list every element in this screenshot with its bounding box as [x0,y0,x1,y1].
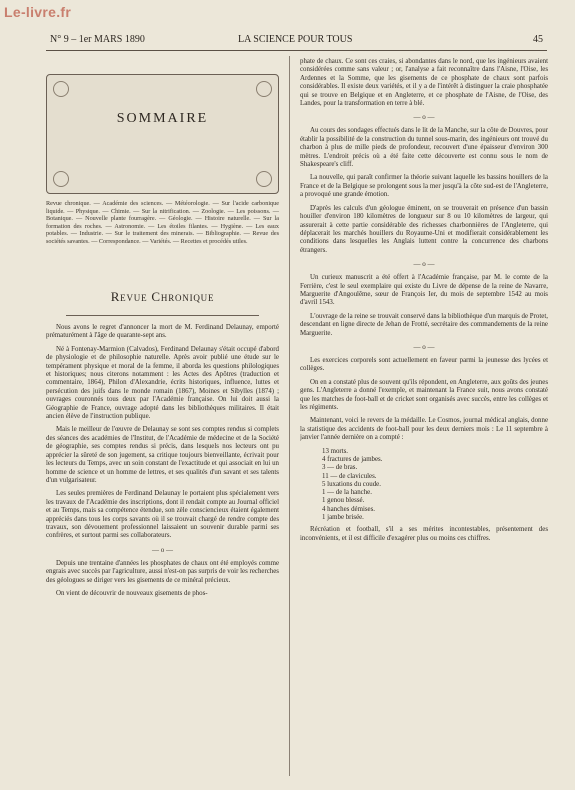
paragraph: Un curieux manuscrit a été offert à l'Académie française, par M. le comte de la Ferrière, c'est le seul exemplaire qui existe du Livre de dépense de la reine de Navarre, Marguerite d'Angoulême, sœur de François Ier, du mois de septembre 1542 au mois d'avril 1543. [300,274,548,307]
accident-list [322,448,548,523]
paragraph: Né à Fontenay-Marmion (Calvados), Ferdinand Delaunay s'était occupé d'abord de physiologie et de philosophie naturelle. Après avoir publié une étude sur le tempérament physique et moral de la femme, il aborda les questions philologiques et historiques; nous citerons notamment : les Actes des Apôtres (traduction et commentaire, 1864), Philon d'Alexandrie, écrits historiques, influence, luttes et persécution des juifs dans le monde romain (1867), Moines et Sibylles (1874) ; ouvrages couronnés tous deux par l'Académie française. On lui doit aussi la Géographie de France, ouvrage adopté dans les bibliothèques militaires. Il était ancien élève de l'instruction publique. [46,345,279,421]
sommaire-title: SOMMAIRE [116,111,209,126]
header-rule [46,50,547,51]
paragraph: Depuis une trentaine d'années les phosphates de chaux ont été employés comme engrais avec succès par l'agriculture, aussi n'est-on pas surpris de voir les recherches des géologues se diriger vers les gisements de ce minéral précieux. [46,559,279,584]
column-divider [289,56,290,776]
journal-title: LA SCIENCE POUR TOUS [238,34,353,45]
paragraph: Nous avons le regret d'annoncer la mort de M. Ferdinand Delaunay, emporté prématurément à l'âge de quarante-sept ans. [46,324,279,340]
separator: — o — [413,113,435,122]
separator: — o — [413,260,435,269]
paragraph: D'après les calculs d'un géologue éminent, on se trouverait en présence d'un bassin houiller d'environ 180 kilomètres de longueur sur 8 ou 10 kilomètres de largeur, qui assurerait à cette partie considérable des richesses charbonnières de l'Angleterre, qui déplacerait les marchés houillers du Royaume-Uni et modifierait considérablement les conditions dans lesquelles les Anglais luttent contre la concurrence des charbons étrangers. [300,204,548,254]
watermark: Le-livre.fr [4,4,72,20]
list-item: 1 genou blessé. [322,497,365,505]
paragraph: Maintenant, voici le revers de la médaille. Le Cosmos, journal médical anglais, donne la statistique des accidents de foot-ball pour les deux derniers mois : Le 11 septembre à janvier l'année dernière on a compté : [300,417,548,442]
list-item: 3 — de bras. [322,464,358,472]
section-rule [66,315,259,316]
paragraph: L'ouvrage de la reine se trouvait conservé dans la bibliothèque d'un marquis de Protet, descendant en ligne directe de Jehan de Frotté, secrétaire des commandements de la reine Marguerite. [300,312,548,337]
list-item: 1 jambe brisée. [322,514,364,521]
issue-number: N° 9 – 1er MARS 1890 [50,34,145,45]
corner-ornament [256,171,272,187]
paragraph: La nouvelle, qui paraît confirmer la théorie suivant laquelle les bassins houillers de la France et de la Belgique se prolongent sous la mer jusqu'à la côte sud-est de l'Angleterre, a provoqué une grande émotion. [300,174,548,199]
paragraph: On en a constaté plus de souvent qu'ils répondent, en Angleterre, aux goûts des jeunes gens. L'Angleterre a donné l'exemple, et maintenant la France suit, nous avons constaté que les matches de foot-ball et de cricket sont organisés avec succès, entre les collèges et les régiments. [300,378,548,411]
sommaire-text: Revue chronique. — Académie des sciences. — Météorologie. — Sur l'acide carbonique liquide. — Physique. — Chimie. — Sur la nitrification. — Zoologie. — Les poissons. — Botanique. — Nouvelle plante fourragère. — Géologie. — Histoire naturelle. — Sur la formation des roches. — Astronomie. — Les étoiles filantes. — Hygiène. — Les eaux potables. — Industrie. — Sur le traitement des minerais. — Bibliographie. — Revue des sociétés savantes. — Correspondance. — Variétés. — Recettes et procédés utiles. [46,200,279,245]
paragraph: On vient de découvrir de nouveaux gisements de phos- [56,589,208,597]
list-item: 1 — de la hanche. [322,489,372,497]
section-title: Revue Chronique [110,289,215,304]
separator: — o — [413,342,435,351]
paragraph: Récréation et football, s'il a ses mérites incontestables, présentement des inconvénients, et il est difficile d'exagérer plus ou moins ces chiffres. [300,526,548,542]
left-column [46,58,279,778]
separator: — o — [152,545,173,554]
paragraph: Mais le meilleur de l'œuvre de Delaunay se sont ses comptes rendus si complets des séances des académies de l'Institut, de l'Académie de médecine et de la Société de géographie, ses comptes rendus si précis, dans lesquels nos lecteurs ont pu apprécier la sûreté de son jugement, sa critique toujours bienveillante, écrivait pour les lecteurs du Temps, avec un soin constant de l'exactitude et qui associait en lui un homme de science et un homme de lettres, et ses qualités d'un savant et ses talents d'un vulgarisateur. [46,426,279,484]
paragraph: Les seules premières de Ferdinand Delaunay le portaient plus spécialement vers les travaux de l'Académie des inscriptions, dont il rendait compte au Journal officiel et au Temps, mais sa compétence étendue, son zèle consciencieux étaient également appréciés dans tous les corps savants où il se trouvait chargé de rendre compte des travaux, son dévouement professionnel laissaient un souvenir durable parmi ses confrères, et surtout parmi ses collaborateurs. [46,490,279,540]
list-item: 5 luxations du coude. [322,480,381,488]
paragraph: phate de chaux. Ce sont ces craies, si abondantes dans le nord, que les ingénieurs avaient considérées comme sans valeur ; or, l'analyse a fait reconnaître dans l'Aisne, l'Oise, les Ardennes et la Somme, que les gisements de ce phosphate de chaux sont parfois considérables. Il existe deux variétés, et il y a de l'intérêt à distinguer la craie phosphatée qui se trouve en Belgique et en Angleterre, et ce phosphate de l'Aisne, de l'Oise, des Landes, pour la transformation en terre à blé. [300,58,548,108]
page-number: 45 [533,34,543,45]
paragraph: Au cours des sondages effectués dans le lit de la Manche, sur la côte de Douvres, pour établir la possibilité de la construction du tunnel sous-marin, des ingénieurs ont trouvé du charbon à plus de mille pieds de profondeur, recouvert d'une épaisseur d'environ 300 mètres. L'endroit précis où a été faite cette découverte est connu sous le nom de Shakespeare's cliff. [300,127,548,169]
paragraph: Les exercices corporels sont actuellement en faveur parmi la jeunesse des lycées et collèges. [300,356,548,373]
corner-ornament [53,81,69,97]
page-header [48,34,547,50]
list-item: 13 morts. [322,447,349,455]
corner-ornament [256,81,272,97]
sommaire-box [46,74,279,194]
list-item: 11 — de clavicules. [322,472,377,480]
list-item: 4 fractures de jambes. [322,455,383,463]
corner-ornament [53,171,69,187]
list-item: 4 hanches démises. [322,505,376,513]
right-column [300,58,548,778]
